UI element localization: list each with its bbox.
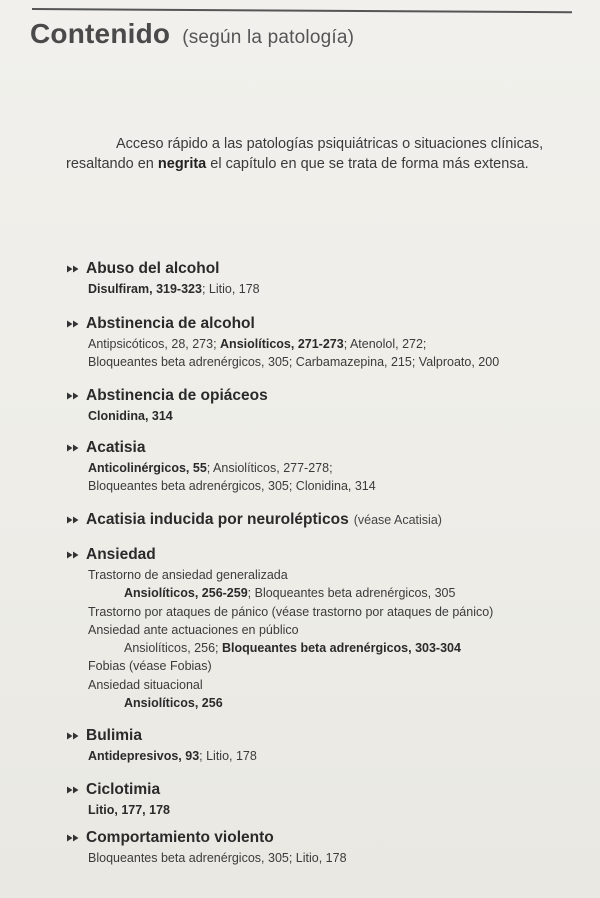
reference-text: Trastorno por ataques de pánico (véase trastorno por ataques de pánico) (88, 604, 494, 619)
entry-line (66, 353, 586, 371)
double-arrow-icon (66, 833, 81, 843)
reference-text: ; Bloqueantes beta adrenérgicos, 305 (247, 586, 456, 601)
main-reference: Ansiolíticos, 271-273 (220, 337, 344, 351)
page-subtitle: (según la patología) (182, 27, 355, 48)
entry-line (66, 676, 586, 694)
entry-subline (66, 639, 586, 657)
reference-text: Bloqueantes beta adrenérgicos, 305; Carbamazepina, 215; Valproato, 200 (88, 355, 500, 370)
reference-text: Ansiedad situacional (88, 677, 203, 692)
reference-text: Bloqueantes beta adrenérgicos, 305; Clonidina, 314 (88, 479, 376, 494)
reference-text: Antipsicóticos, 28, 273; (88, 337, 221, 351)
double-arrow-icon (66, 443, 81, 453)
entry-title: Abuso del alcohol (86, 260, 220, 277)
entry-title: Abstinencia de alcohol (86, 315, 255, 332)
double-arrow-icon (66, 391, 81, 401)
contents-entry (66, 385, 586, 425)
intro-bold-word: negrita (157, 156, 207, 172)
entry-heading (66, 509, 586, 531)
double-arrow-icon (66, 264, 81, 274)
double-arrow-icon (66, 515, 81, 525)
entry-subline (66, 584, 586, 602)
entry-line (66, 459, 586, 477)
reference-text: Bloqueantes beta adrenérgicos, 305; Litio, 178 (88, 851, 347, 865)
double-arrow-icon (66, 550, 81, 560)
entry-line (66, 280, 586, 298)
contents-entry (66, 725, 586, 765)
contents-entry (66, 827, 586, 867)
entry-line (66, 621, 586, 639)
entry-line (66, 657, 586, 675)
entry-heading (66, 313, 586, 335)
entry-line (66, 603, 586, 621)
entry-title: Ansiedad (86, 546, 156, 563)
contents-entry (66, 509, 586, 531)
intro-text: resaltando en (66, 156, 158, 172)
reference-text: Fobias (véase Fobias) (88, 659, 212, 674)
entry-title: Abstinencia de opiáceos (86, 387, 268, 404)
double-arrow-icon (66, 319, 81, 329)
title-text: Contenido (30, 18, 171, 49)
entry-subline (66, 694, 586, 712)
reference-text: ; Litio, 178 (199, 749, 257, 763)
main-reference: Clonidina, 314 (88, 409, 173, 423)
contents-entry (66, 779, 586, 819)
entry-title: Bulimia (86, 727, 142, 744)
entry-title: Comportamiento violento (86, 829, 274, 846)
entry-heading (66, 437, 586, 459)
entry-heading (66, 544, 586, 566)
entry-heading (66, 385, 586, 407)
reference-text: Ansiedad ante actuaciones en público (88, 622, 299, 637)
reference-text: ; Litio, 178 (201, 282, 260, 296)
contents-entry (66, 313, 586, 372)
entry-heading (66, 258, 586, 280)
intro-line-1: Acceso rápido a las patologías psiquiátricas o situaciones clínicas, (116, 136, 544, 152)
contents-entry (66, 437, 586, 496)
entry-line (66, 407, 586, 425)
entry-line (66, 801, 586, 819)
main-reference: Bloqueantes beta adrenérgicos, 303-304 (221, 641, 461, 656)
main-reference: Anticolinérgicos, 55 (88, 461, 207, 475)
contents-entry (66, 544, 586, 712)
entry-heading (66, 827, 586, 849)
reference-text: Trastorno de ansiedad generalizada (88, 568, 288, 582)
reference-text: Ansiolíticos, 256; (124, 641, 222, 656)
entry-line (66, 335, 586, 353)
main-reference: Disulfiram, 319-323 (88, 282, 202, 296)
entry-line (66, 849, 586, 867)
entry-heading (66, 725, 586, 747)
entry-line (66, 747, 586, 765)
entry-title: Ciclotimia (86, 781, 161, 798)
entry-heading (66, 779, 586, 801)
entry-line (66, 566, 586, 584)
main-reference: Ansiolíticos, 256 (124, 696, 223, 711)
intro-text: el capítulo en que se trata de forma más extensa. (206, 156, 529, 172)
double-arrow-icon (66, 731, 81, 741)
entry-line (66, 477, 586, 495)
entry-title: Acatisia inducida por neurolépticos (86, 511, 349, 528)
main-reference: Ansiolíticos, 256-259 (124, 586, 248, 601)
entry-title: Acatisia (86, 439, 146, 456)
reference-text: ; Ansiolíticos, 277-278; (206, 461, 333, 475)
contents-entry (66, 258, 586, 298)
double-arrow-icon (66, 785, 81, 795)
main-reference: Antidepresivos, 93 (88, 749, 200, 763)
main-reference: Litio, 177, 178 (88, 803, 170, 817)
entry-note: (véase Acatisia) (353, 513, 442, 527)
reference-text: ; Atenolol, 272; (343, 337, 427, 351)
